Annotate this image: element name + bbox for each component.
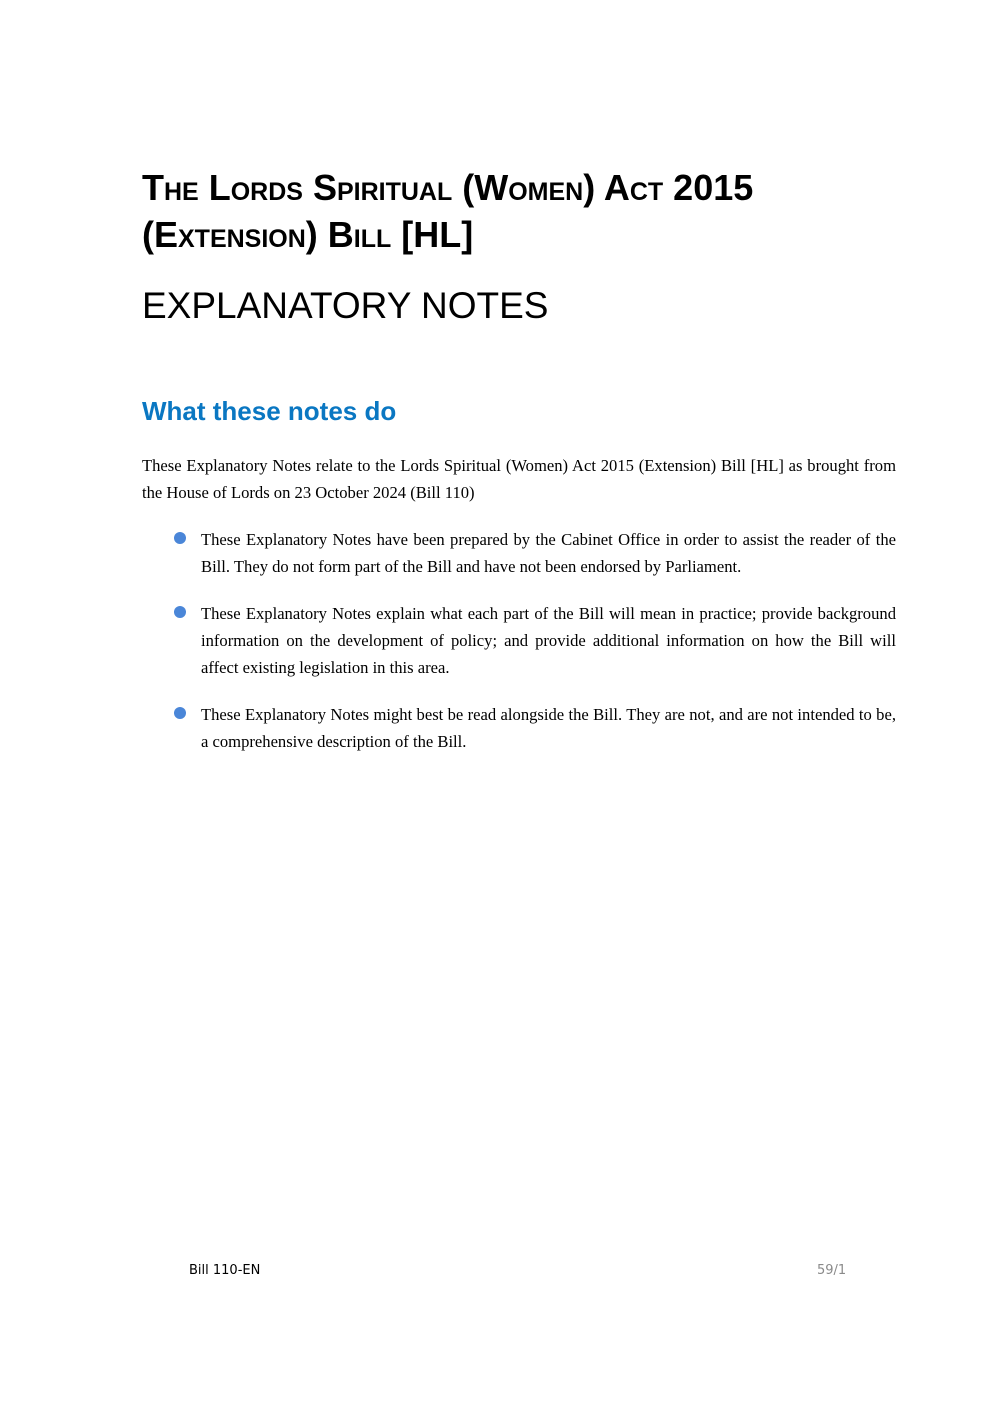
bullet-icon	[174, 606, 186, 618]
bullet-icon	[174, 532, 186, 544]
document-title: The Lords Spiritual (Women) Act 2015 (Extension) Bill [HL]	[142, 167, 754, 255]
list-item-text: These Explanatory Notes have been prepared by the Cabinet Office in order to assist the reader of the Bill. They do not form part of the Bill and have not been endorsed by Parliament.	[201, 530, 896, 576]
list-item-text: These Explanatory Notes explain what each part of the Bill will mean in practice; provide background information on the development of policy; and provide additional information on how the Bill will affect existing legislation in this area.	[201, 604, 896, 677]
list-item-text: These Explanatory Notes might best be read alongside the Bill. They are not, and are not intended to be, a comprehensive description of the Bill.	[201, 705, 896, 751]
footer-page-code: 59/1	[817, 1263, 847, 1278]
document-subtitle: EXPLANATORY NOTES	[142, 285, 549, 326]
intro-paragraph: These Explanatory Notes relate to the Lords Spiritual (Women) Act 2015 (Extension) Bill [HL] as brought from the House of Lords on 23 October 2024 (Bill 110)	[142, 456, 896, 502]
list-item	[142, 600, 896, 681]
bullet-list	[142, 526, 896, 775]
bullet-icon	[174, 707, 186, 719]
list-item	[142, 701, 896, 755]
list-item	[142, 526, 896, 580]
footer-bill-reference: Bill 110-EN	[189, 1263, 261, 1278]
section-heading: What these notes do	[142, 396, 397, 426]
